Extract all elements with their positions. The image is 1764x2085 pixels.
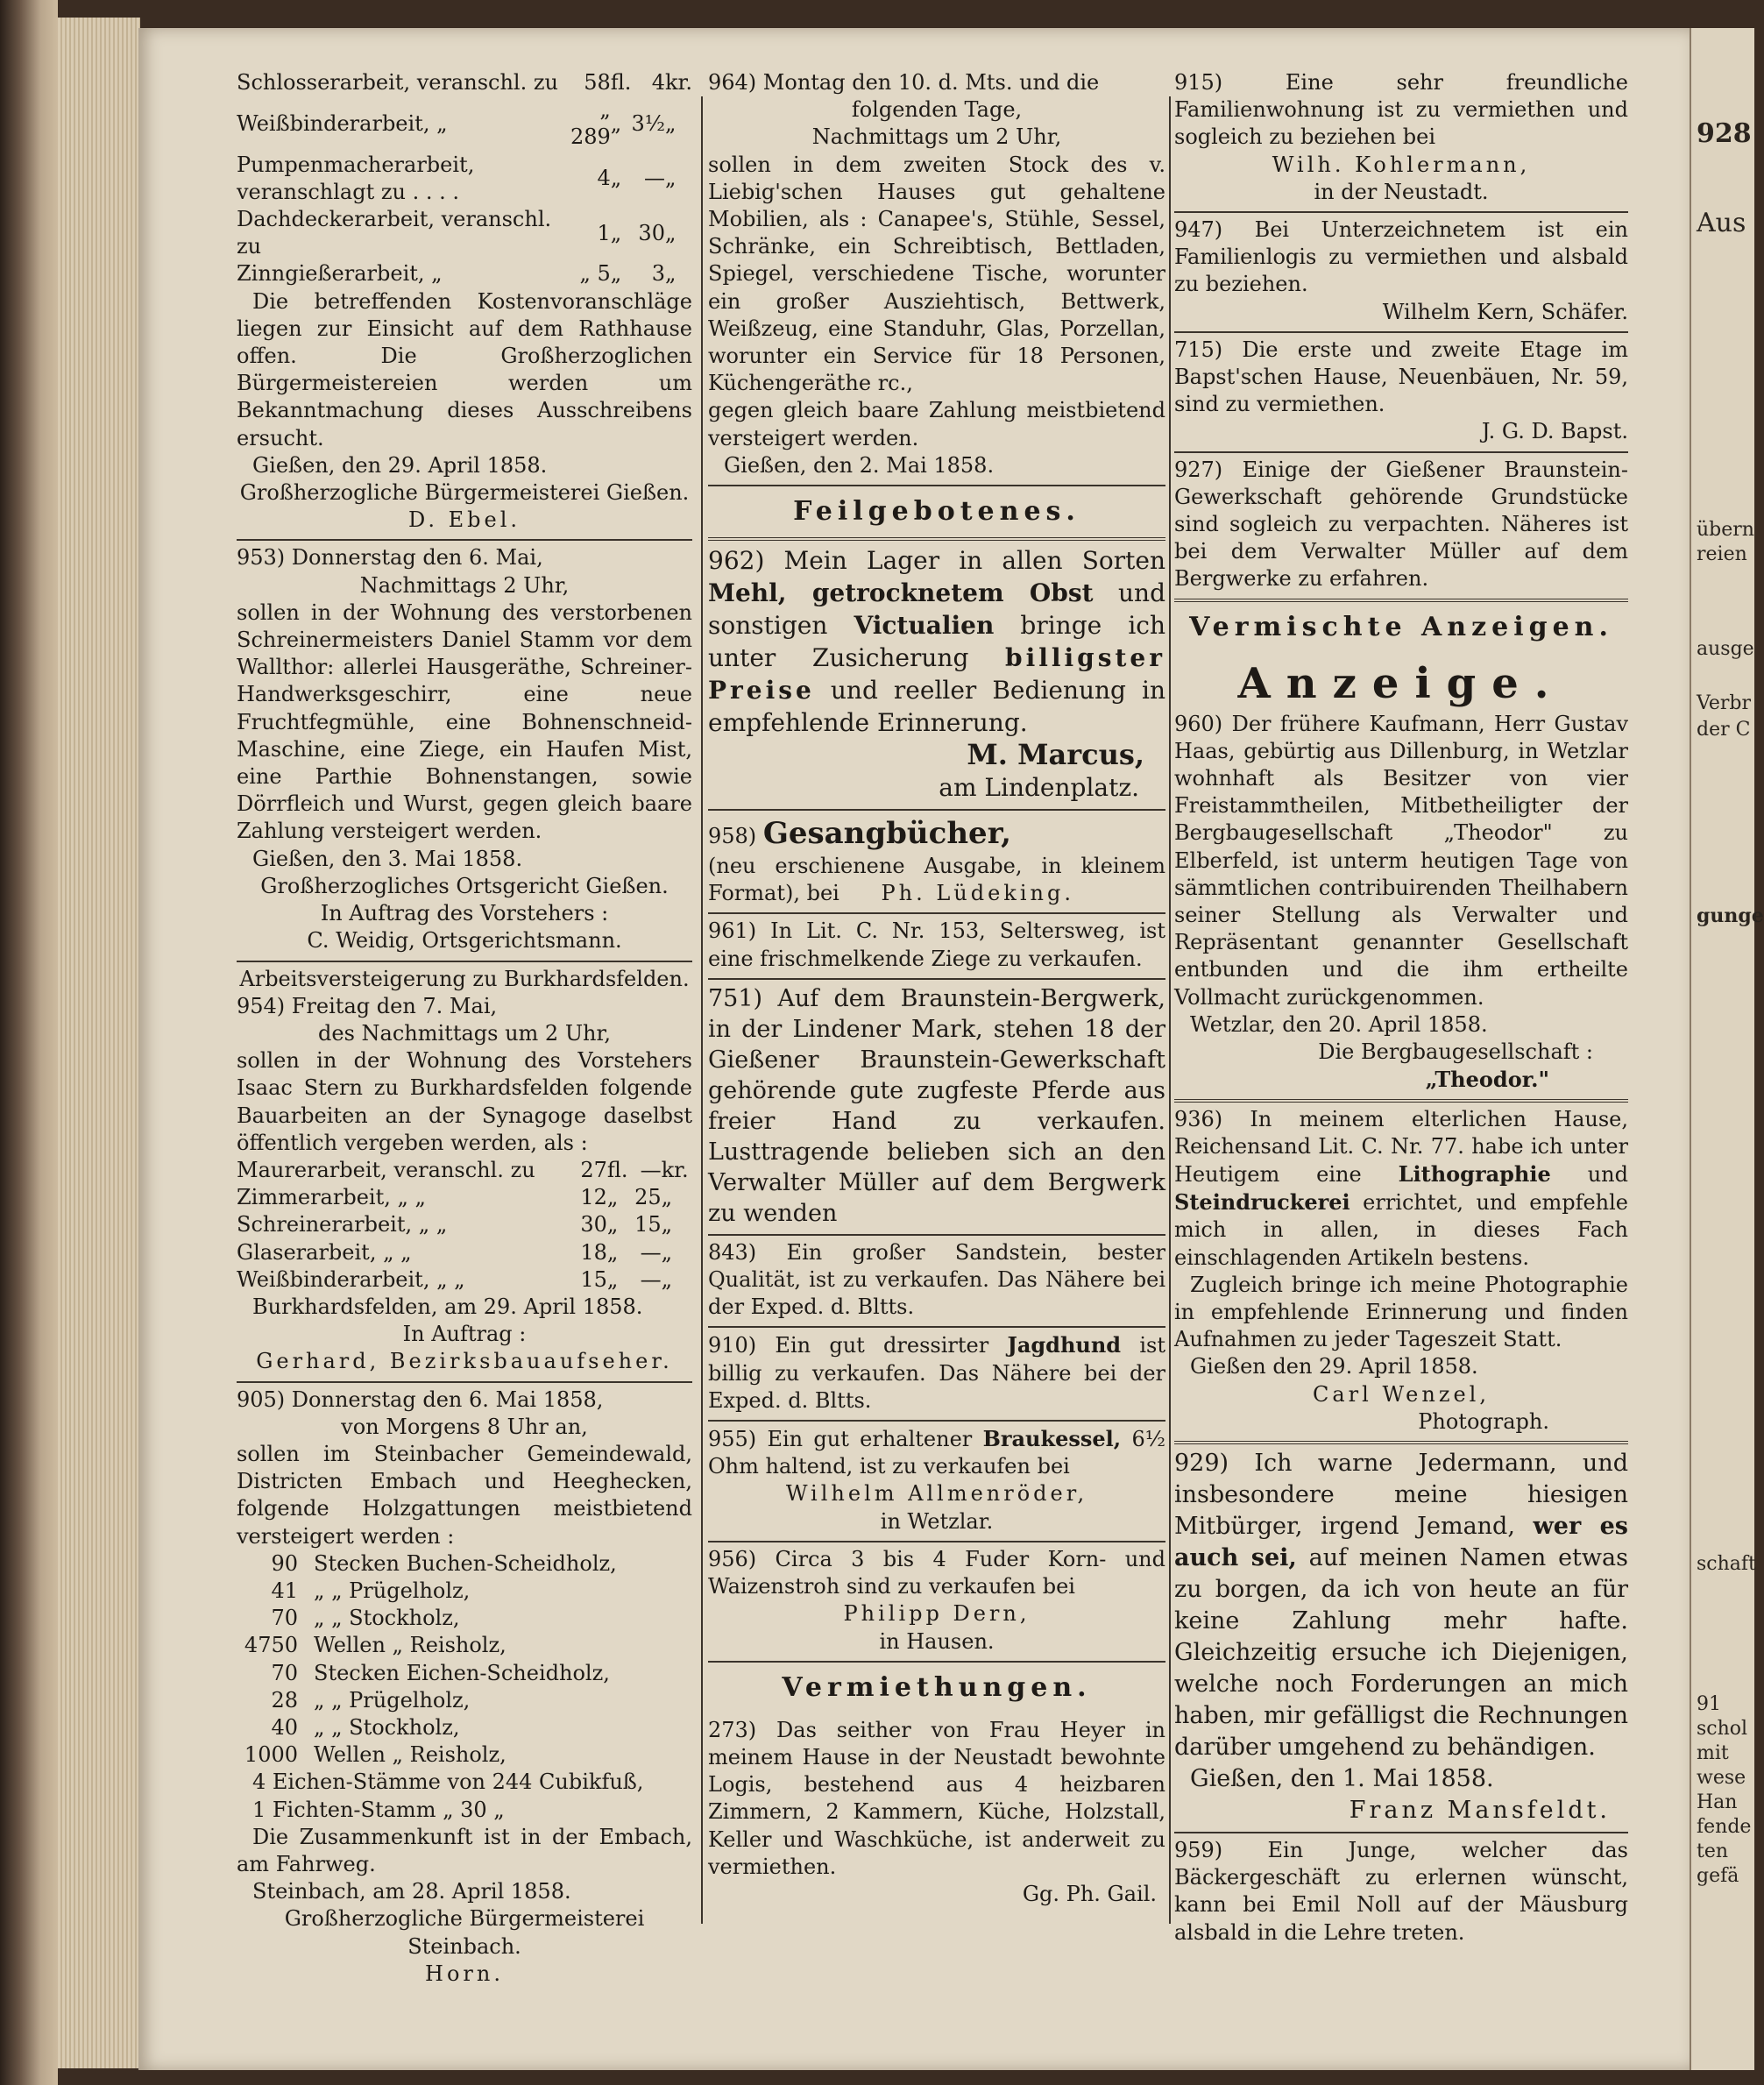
cost-value: 3½ [631, 110, 665, 136]
ad-text: 955) Ein gut erhaltener [708, 1427, 973, 1452]
cost-value: — [643, 166, 665, 191]
ad-929 [1174, 1444, 1628, 1833]
ad-signature-name: Ph. Lüdeking. [881, 881, 1074, 906]
next-page-fragment: schol [1697, 1718, 1748, 1740]
ad-signature: In Auftrag : [402, 1322, 527, 1347]
ad-signature-name: Gerhard, Bezirksbauaufseher. [256, 1349, 673, 1374]
ad-signature-name: Gg. Ph. Gail. [1022, 1881, 1157, 1906]
ad-date: Wetzlar, den 20. April 1858. [1190, 1011, 1488, 1037]
ad-text: 4 Eichen-Stämme von 244 Cubikfuß, [252, 1769, 644, 1795]
cost-value: — [640, 1239, 662, 1265]
ad-947 [1174, 213, 1628, 333]
ad-signature-name: Franz Mansfeldt. [1349, 1796, 1611, 1824]
cost-value: — [640, 1157, 662, 1182]
ad-emphasis: Mehl, getrocknetem Obst [708, 578, 1094, 608]
ad-text: errichtet, und empfehle mich in allen, in dieses Fach einschlagenden Artikeln bestens. [1174, 1190, 1628, 1270]
ad-953 [237, 541, 692, 961]
ad-text: Die betreffenden Kostenvoranschläge liegen zur Einsicht auf dem Rathhause offen. Die Großherzoglichen Bürgermeistereien werden um Bekanntmachung dieses Ausschreibens ersucht. [237, 288, 692, 450]
cost-label: Weißbinderarbeit, „ „ [237, 1266, 465, 1292]
ad-emphasis: Victualien [854, 611, 995, 641]
table-row [237, 1211, 692, 1238]
cost-unit: „ [661, 1212, 673, 1238]
ad-subheading: Nachmittags um 2 Uhr, [811, 124, 1062, 150]
ad-signature: in Hausen. [879, 1628, 995, 1654]
wood-type: „ „ Stockholz, [314, 1714, 460, 1740]
cost-value: 15 [580, 1266, 607, 1292]
ad-signature-name: M. Marcus, [967, 738, 1144, 772]
ad-heading: 964) Montag den 10. d. Mts. und die [708, 70, 1100, 95]
ad-936 [1174, 1103, 1628, 1444]
ad-number: 958) [708, 824, 757, 849]
ad-signature-name: C. Weidig, Ortsgerichtsmann. [307, 928, 622, 954]
ad-date: Gießen, den 3. Mai 1858. [252, 846, 523, 871]
ad-843 [708, 1236, 1165, 1329]
table-row [237, 1741, 692, 1769]
book-spine [0, 0, 58, 2085]
ad-955 [708, 1422, 1165, 1542]
cost-unit: „ [610, 220, 622, 245]
next-page-fragment: Han [1697, 1791, 1738, 1813]
table-row [237, 1266, 692, 1294]
ad-heading: 954) Freitag den 7. Mai, [237, 993, 498, 1018]
wood-type: „ „ Prügelholz, [314, 1687, 471, 1713]
ad-text: 960) Der frühere Kaufmann, Herr Gustav Haas, gebürtig aus Dillenburg, in Wetzlar wohnhaft als Besitzer von vier Freistammtheilen, Mitbetheiligter der Bergbaugesellschaft „Theodor" zu Elberfeld, ist unterm heutigen Tage von sämmtlichen contribuirenden Theilhabern seiner Stellung als Verwalter und Repräsentant genannter Gesellschaft entbunden und die ihm ertheilte Vollmacht zurückgenommen. [1174, 711, 1628, 1010]
cost-unit: „ [606, 1239, 619, 1265]
cost-value: 58 [584, 70, 611, 95]
ad-date: Gießen, den 29. April 1858. [252, 452, 548, 478]
ad-signature-name: D. Ebel. [407, 507, 521, 533]
cost-unit: „ [661, 1239, 673, 1265]
table-row [237, 1605, 692, 1632]
cost-label: Glaserarbeit, „ „ [237, 1239, 412, 1265]
cost-unit: „ [664, 110, 677, 136]
next-page-fragment: wese [1697, 1767, 1746, 1789]
ad-signature: Die Bergbaugesellschaft : [1318, 1039, 1593, 1065]
ad-text: 927) Einige der Gießener Braunstein-Gewerkschaft gehörende Grundstücke sind sogleich zu verpachten. Näheres ist bei dem Verwalter Müller auf dem Bergwerke zu erfahren. [1174, 457, 1628, 592]
ad-date: Gießen, den 1. Mai 1858. [1190, 1764, 1494, 1792]
ad-text: Mein Lager in allen Sorten [783, 546, 1165, 576]
cost-unit: „ [610, 110, 622, 136]
ad-signature-name: Wilh. Kohlermann, [1272, 152, 1531, 177]
next-page-fragment: ausge [1697, 638, 1754, 660]
cost-label: Zimmerarbeit, „ „ [237, 1185, 426, 1210]
cost-value: 3 [651, 261, 665, 287]
next-page-fragment: Aus [1697, 208, 1746, 238]
ad-text: 947) Bei Unterzeichnetem ist ein Familienlogis zu vermiethen und alsbald zu beziehen. [1174, 217, 1628, 297]
wood-type: Stecken Eichen-Scheidholz, [314, 1660, 610, 1685]
ad-text: auf meinen Namen etwas zu borgen, da ich von heute an für keine Zahlung mehr hafte. Gleichzeitig ersuche ich Diejenigen, welche noch Forderungen an mich haben, mir gefälligst die Rechnungen darüber umgehend zu behändigen. [1174, 1543, 1628, 1761]
table-row [237, 1578, 692, 1605]
ad-date: Steinbach, am 28. April 1858. [252, 1879, 571, 1904]
cost-unit: „ [610, 261, 622, 287]
ad-title: Arbeitsversteigerung zu Burkhardsfelden. [239, 966, 690, 991]
cost-unit: kr. [661, 1157, 689, 1182]
ad-date: Gießen, den 2. Mai 1858. [724, 452, 995, 478]
wood-quantity: 40 [271, 1714, 298, 1740]
wood-type: „ „ Prügelholz, [314, 1578, 471, 1603]
ad-date: Gießen den 29. April 1858. [1190, 1354, 1478, 1379]
ad-text: gegen gleich baare Zahlung meistbietend versteigert werden. [708, 398, 1165, 450]
ad-heading: 953) Donnerstag den 6. Mai, [237, 545, 543, 571]
cost-label: Schreinerarbeit, „ „ [237, 1212, 448, 1238]
ad-text: und sonstigen [708, 578, 1165, 641]
cost-unit: „ [606, 1185, 619, 1210]
ad-927 [1174, 453, 1628, 602]
ad-emphasis: wer es auch sei, [1174, 1512, 1628, 1571]
cost-unit: „ [664, 261, 677, 287]
ad-text: 956) Circa 3 bis 4 Fuder Korn- und Waizenstroh sind zu verkaufen bei [708, 1546, 1165, 1599]
cost-value: 30 [638, 220, 665, 245]
ad-number: 962) [708, 546, 765, 576]
ad-text: 915) Eine sehr freundliche Familienwohnung ist zu vermiethen und sogleich zu beziehen bei [1174, 70, 1628, 150]
ad-signature: Großherzogliche Bürgermeisterei Gießen. [239, 480, 690, 506]
cost-label: Dachdeckerarbeit, veranschl. zu [237, 207, 552, 259]
ad-text: Die Zusammenkunft ist in der Embach, am Fahrweg. [237, 1824, 692, 1876]
ad-signature: Photograph. [1418, 1408, 1549, 1434]
ad-915 [1174, 66, 1628, 213]
ad-text: ist billig zu verkaufen. Das Nähere bei der Exped. d. Bltts. [708, 1333, 1165, 1413]
cost-value: 12 [580, 1185, 607, 1210]
cost-value: „ 5 [579, 261, 611, 287]
ad-960 [1174, 653, 1628, 1103]
ad-910 [708, 1328, 1165, 1422]
page-number: 928 [1697, 118, 1752, 149]
ad-text: und [1587, 1161, 1628, 1187]
next-page-fragment: mit [1697, 1742, 1729, 1764]
column-2 [708, 66, 1165, 1913]
ad-962 [708, 541, 1165, 811]
table-row [237, 96, 692, 151]
ad-signature: am Lindenplatz. [939, 773, 1139, 803]
wood-quantity: 1000 [244, 1742, 298, 1768]
cost-unit: kr. [664, 70, 692, 95]
ad-signature: Großherzogliches Ortsgericht Gießen. [260, 873, 669, 898]
cost-unit: „ [606, 1212, 619, 1238]
wood-quantity: 70 [271, 1660, 298, 1685]
ad-signature-name: „Theodor." [1425, 1067, 1549, 1093]
cost-label: Schlosserarbeit, veranschl. zu [237, 70, 558, 95]
ad-text: (neu erschienene Ausgabe, in kleinem Format), bei [708, 854, 1165, 906]
table-row [237, 1687, 692, 1714]
cost-value: 15 [634, 1212, 662, 1238]
next-page-fragment: gunge [1697, 904, 1764, 927]
cost-value: 30 [580, 1212, 607, 1238]
cost-value: 4 [597, 166, 611, 191]
ad-text: 936) In meinem elterlichen Hause, Reichensand Lit. C. Nr. 77. habe ich unter Heutigem eine [1174, 1106, 1628, 1187]
section-heading-vermiethungen: Vermiethungen. [782, 1671, 1092, 1703]
wood-table [237, 1550, 692, 1769]
cost-unit: fl. [606, 1157, 628, 1182]
next-page-fragment: ten [1697, 1840, 1729, 1862]
ad-text: 959) Ein Junge, welcher das Bäckergeschäft zu erlernen wünscht, kann bei Emil Noll auf der Mäusburg alsbald in die Lehre treten. [1174, 1837, 1628, 1945]
next-page-fragment: Verbr [1697, 692, 1752, 714]
ad-signature-name: Carl Wenzel, [1313, 1381, 1490, 1407]
cost-label: Pumpenmacherarbeit, veranschlagt zu . . . . [237, 152, 475, 204]
wood-type: Stecken Buchen-Scheidholz, [314, 1550, 617, 1576]
ad-956 [708, 1542, 1165, 1663]
column-rule-2 [1169, 96, 1171, 1924]
ad-text: 929) Ich warne Jedermann, und insbesondere meine hiesigen Mitbürger, irgend Jemand, [1174, 1449, 1628, 1540]
cost-value: „ 289 [570, 97, 611, 150]
wood-quantity: 41 [271, 1578, 298, 1603]
ad-text: 961) In Lit. C. Nr. 153, Seltersweg, ist eine frischmelkende Ziege zu verkaufen. [708, 918, 1165, 971]
cost-unit: „ [610, 166, 622, 191]
page-edges [58, 18, 140, 2068]
ad-text: 273) Das seither von Frau Heyer in meinem Hause in der Neustadt bewohnte Logis, bestehend aus 4 heizbaren Zimmern, 2 Kammern, Küche, Holzstall, Keller und Waschküche, ist anderweit zu vermiethen. [708, 1717, 1165, 1879]
ad-title: Anzeige. [1237, 658, 1565, 708]
ad-273 [708, 1713, 1165, 1913]
table-row [237, 206, 692, 260]
ad-954 [237, 962, 692, 1383]
ad-signature: In Auftrag des Vorstehers : [320, 901, 609, 926]
cost-value: 1 [597, 220, 611, 245]
ad-signature-name: Wilhelm Kern, Schäfer. [1382, 299, 1628, 324]
ad-751 [708, 980, 1165, 1236]
ad-text: 751) Auf dem Braunstein-Bergwerk, in der Lindener Mark, stehen 18 der Gießener Braunstein-Gewerkschaft gehörende gute zugfeste Pferde aus freier Hand zu verkaufen. Lusttragende belieben sich an den Verwalter Müller auf dem Bergwerk zu wenden [708, 984, 1165, 1227]
ad-date: Burkhardsfelden, am 29. April 1858. [252, 1294, 643, 1319]
wood-type: „ „ Stockholz, [314, 1606, 460, 1631]
next-page-fragment: fende [1697, 1816, 1752, 1838]
table-row [237, 69, 692, 96]
ad-signature: in der Neustadt. [1314, 179, 1489, 204]
column-rule-1 [701, 96, 703, 1924]
cost-label: Maurerarbeit, veranschl. zu [237, 1157, 535, 1182]
next-page-fragment: 91 [1697, 1693, 1721, 1715]
ad-subheading: folgenden Tage, [851, 97, 1023, 123]
ad-text: sollen in dem zweiten Stock des v. Liebig'schen Hauses gut gehaltene Mobilien, als : Canapee's, Stühle, Sessel, Schränke, ein Schreibtisch, Bettladen, Spiegel, verschiedene Tische, worunter ein großer Ausziehtisch, Bettwerk, Weißzeug, eine Standuhr, Glas, Porzellan, worunter ein Service für 18 Personen, Küchengeräthe rc., [708, 152, 1165, 396]
table-row [237, 1632, 692, 1659]
wood-type: Wellen „ Reisholz, [314, 1742, 507, 1768]
ad-signature-name: J. G. D. Bapst. [1481, 419, 1628, 444]
ad-subheading: des Nachmittags um 2 Uhr, [318, 1020, 611, 1046]
ad-text: 715) Die erste und zweite Etage im Bapst'schen Hause, Neuenbäuen, Nr. 59, sind zu vermiethen. [1174, 337, 1628, 417]
cost-unit: „ [664, 166, 677, 191]
cost-unit: „ [661, 1266, 673, 1292]
ad-959 [1174, 1833, 1628, 1952]
wood-quantity: 70 [271, 1606, 298, 1631]
ad-kostenvoranschlaege [237, 66, 692, 541]
ad-905 [237, 1383, 692, 1993]
next-page-fragment: übern [1697, 519, 1754, 541]
table-row [237, 1660, 692, 1687]
ad-958 [708, 811, 1165, 914]
cost-value: 4 [651, 70, 665, 95]
table-row [237, 1550, 692, 1578]
section-heading-vermischte-anzeigen: Vermischte Anzeigen. [1189, 611, 1613, 642]
ad-text: 843) Ein großer Sandstein, bester Qualität, ist zu verkaufen. Das Nähere bei der Exped. d. Bltts. [708, 1239, 1165, 1320]
cost-unit: „ [606, 1266, 619, 1292]
ad-emphasis: Steindruckerei [1174, 1189, 1350, 1216]
ad-emphasis: Jagdhund [1007, 1332, 1122, 1358]
table-row [237, 260, 692, 287]
next-page-edge [1690, 28, 1764, 2070]
ad-text: sollen in der Wohnung des verstorbenen Schreinermeisters Daniel Stamm vor dem Wallthor: allerlei Hausgeräthe, Schreiner-Handwerksgeschirr, eine neue Fruchtfegmühle, eine Bohnenschneid-Maschine, eine Ziege, ein Haufen Mist, eine Parthie Bohnenstangen, sowie Dörrfleich und Wurst, gegen gleich baare Zahlung versteigert werden. [237, 599, 692, 844]
ad-961 [708, 914, 1165, 979]
table-row [237, 1157, 692, 1184]
ad-signature: Großherzogliche Bürgermeisterei Steinbach. [284, 1906, 645, 1959]
ad-text: 910) Ein gut dressirter [708, 1333, 989, 1358]
ad-emphasis: billigster Preise [708, 643, 1165, 706]
cost-table [237, 69, 692, 288]
cost-unit: „ [664, 220, 677, 245]
cost-unit: „ [661, 1185, 673, 1210]
cost-value: 27 [580, 1157, 607, 1182]
ad-heading: 905) Donnerstag den 6. Mai 1858, [237, 1386, 604, 1412]
cost-label: Weißbinderarbeit, „ [237, 110, 448, 136]
ad-text: Zugleich bringe ich meine Photographie in empfehlende Erinnerung und finden Aufnahmen zu jeder Tageszeit Statt. [1174, 1272, 1628, 1352]
ad-text: 6½ Ohm haltend, ist zu verkaufen bei [708, 1427, 1165, 1479]
ad-subheading: von Morgens 8 Uhr an, [341, 1414, 588, 1439]
ad-text: 1 Fichten-Stamm „ 30 „ [252, 1797, 505, 1822]
ad-text: sollen in der Wohnung des Vorstehers Isaac Stern zu Burkhardsfelden folgende Bauarbeiten an der Synagoge daselbst öffentlich vergeben werden, als : [237, 1048, 692, 1155]
wood-quantity: 4750 [244, 1633, 298, 1658]
next-page-fragment: gefä [1697, 1865, 1739, 1887]
ad-text: bringe ich unter Zusicherung [708, 611, 1165, 673]
cost-label: Zinngießerarbeit, „ [237, 261, 443, 287]
cost-value: — [640, 1266, 662, 1292]
ad-title: Gesangbücher, [762, 816, 1011, 852]
wood-type: Wellen „ Reisholz, [314, 1633, 507, 1658]
ad-subheading: Nachmittags 2 Uhr, [359, 572, 570, 598]
cost-table [237, 1157, 692, 1294]
ad-715 [1174, 333, 1628, 453]
ad-emphasis: Braukessel, [982, 1426, 1122, 1452]
ad-signature-name: Philipp Dern, [843, 1601, 1031, 1627]
ad-text: sollen im Steinbacher Gemeindewald, Districten Embach und Heeghecken, folgende Holzgattungen meistbietend versteigert werden : [237, 1441, 692, 1549]
column-3 [1174, 66, 1628, 1952]
next-page-fragment: der C [1697, 719, 1751, 741]
column-1 [237, 66, 692, 1993]
table-row [237, 1184, 692, 1211]
ad-signature: in Wetzlar. [880, 1508, 994, 1534]
ad-signature-name: Wilhelm Allmenröder, [785, 1481, 1088, 1507]
table-row [237, 1714, 692, 1741]
section-heading-feilgebotenes: Feilgebotenes. [708, 486, 1165, 541]
wood-quantity: 90 [271, 1550, 298, 1576]
wood-quantity: 28 [271, 1687, 298, 1713]
cost-value: 25 [634, 1185, 662, 1210]
ad-text: und reeller Bedienung in empfehlende Erinnerung. [708, 676, 1165, 738]
next-page-fragment: reien [1697, 543, 1747, 565]
ad-signature-name: Horn. [425, 1961, 504, 1986]
cost-unit: fl. [610, 70, 632, 95]
next-page-fragment: schaft [1697, 1553, 1756, 1575]
ad-964 [708, 66, 1165, 486]
cost-value: 18 [580, 1239, 607, 1265]
table-row [237, 1239, 692, 1266]
ad-emphasis: Lithographie [1398, 1160, 1551, 1187]
table-row [237, 152, 692, 206]
